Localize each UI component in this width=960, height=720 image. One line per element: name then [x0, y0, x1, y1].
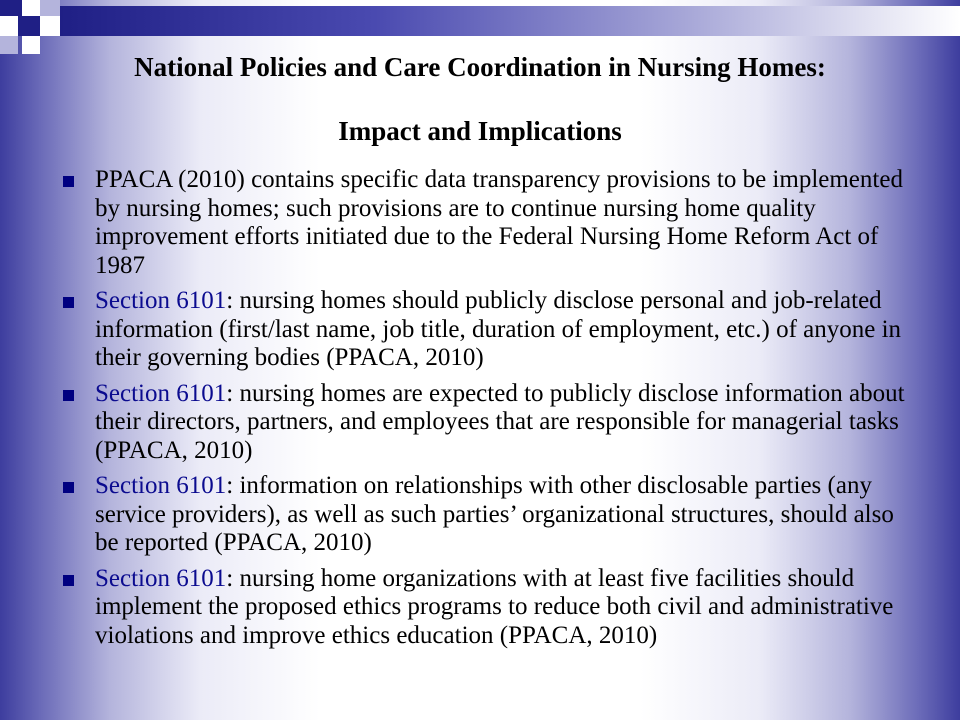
- bullet-lead: Section 6101: [95, 287, 227, 314]
- bullet-text: : nursing homes are expected to publicly disclose information about their directors, partners, and employees that are responsible for managerial tasks (PPACA, 2010): [95, 379, 905, 464]
- bullet-text: PPACA (2010) contains specific data transparency provisions to be implemented by nursing homes; such provisions are to continue nursing home quality improvement efforts initiated due to the Federal Nursing Home Reform Act of 1987: [95, 166, 903, 279]
- slide-subtitle: Impact and Implications: [338, 116, 622, 146]
- corner-square: [0, 16, 18, 36]
- bullet-item: [58, 380, 908, 466]
- bullet-text: : nursing homes should publicly disclose personal and job-related information (first/last name, job title, duration of employment, etc.) of anyone in their governing bodies (PPACA, 2010): [95, 287, 902, 371]
- header-bar: [60, 6, 960, 36]
- corner-square: [0, 0, 22, 16]
- bullet-text: : nursing home organizations with at least five facilities should implement the proposed ethics programs to reduce both civil and administrative violations and improve ethics education (PPACA, 2010): [95, 564, 894, 649]
- bullet-item: [58, 472, 908, 558]
- square-bullet-icon: [63, 390, 74, 401]
- square-bullet-icon: [63, 575, 74, 586]
- bullet-item: [58, 166, 908, 280]
- bullet-item: [58, 565, 908, 651]
- bullet-lead: Section 6101: [95, 564, 227, 592]
- square-bullet-icon: [63, 176, 74, 187]
- bullet-lead: Section 6101: [95, 472, 227, 499]
- corner-square: [18, 16, 40, 36]
- corner-square: [22, 0, 40, 16]
- corner-square: [40, 0, 60, 16]
- bullet-list: [58, 166, 908, 657]
- bullet-lead: Section 6101: [95, 379, 227, 407]
- square-bullet-icon: [63, 297, 74, 308]
- bullet-item: [58, 287, 908, 373]
- bullet-text: : information on relationships with other disclosable parties (any service providers), as well as such parties’ organizational structures, should also be reported (PPACA, 2010): [95, 472, 894, 556]
- slide-title: National Policies and Care Coordination in Nursing Homes:: [134, 52, 826, 82]
- square-bullet-icon: [63, 482, 74, 493]
- corner-square: [40, 16, 60, 36]
